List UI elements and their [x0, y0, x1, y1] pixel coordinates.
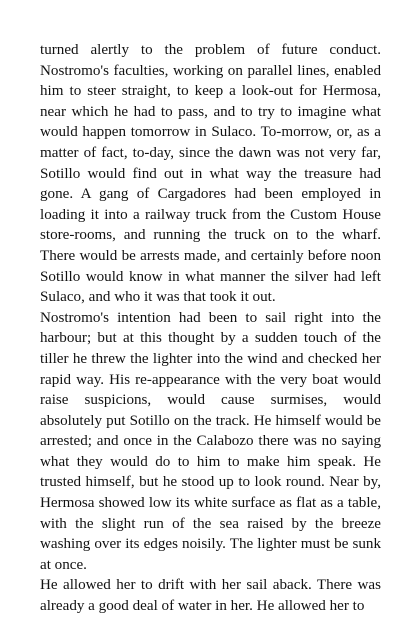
paragraph-3: He allowed her to drift with her sail aback. There was already a good deal of water in her. He allowed her to	[40, 577, 381, 615]
page-text-body	[40, 40, 381, 617]
paragraph-2: Nostromo's intention had been to sail right into the harbour; but at this thought by a sudden touch of the tiller he threw the lighter into the wind and checked her rapid way. His re-appearance with the very boat would raise suspicions, would cause surmises, would absolutely put Sotillo on the track. He himself would be arrested; and once in the Calabozo there was no saying what they would do to him to make him speak. He trusted himself, but he stood up to look round. Near by, Hermosa showed low its white surface as flat as a table, with the slight run of the sea raised by the breeze washing over its edges noisily. The lighter must be sunk at once.	[40, 309, 381, 573]
paragraph-1: turned alertly to the problem of future conduct. Nostromo's faculties, working on parallel lines, enabled him to steer straight, to keep a look-out for Hermosa, near which he had to pass, and to try to imagine what would happen tomorrow in Sulaco. To-morrow, or, as a matter of fact, to-day, since the dawn was not very far, Sotillo would find out in what way the treasure had gone. A gang of Cargadores had been employed in loading it into a railway truck from the Custom House store-rooms, and running the truck on to the wharf. There would be arrests made, and certainly before noon Sotillo would know in what manner the silver had left Sulaco, and who it was that took it out.	[40, 42, 381, 306]
